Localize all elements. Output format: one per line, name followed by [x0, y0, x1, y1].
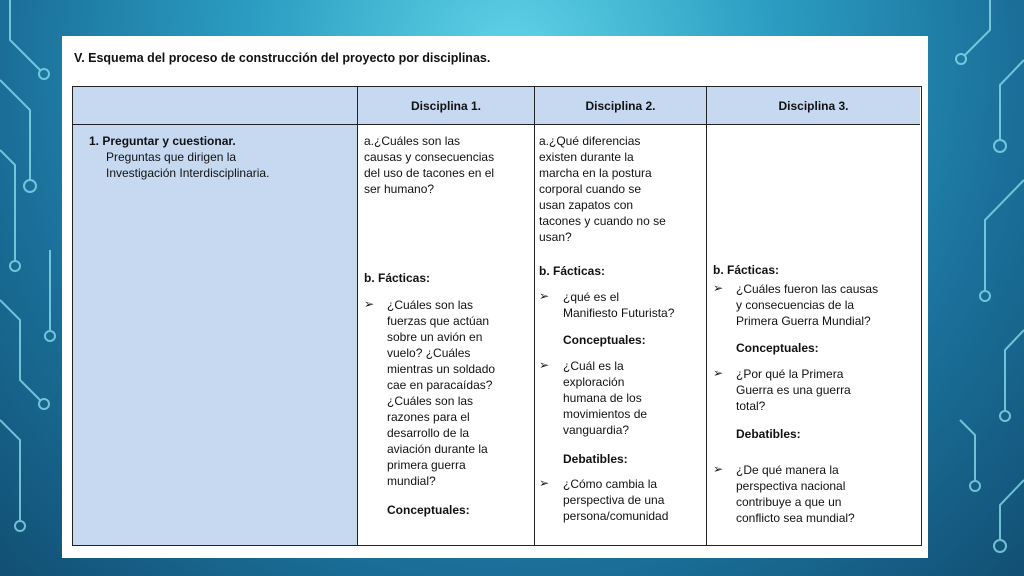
d1-a-line: del uso de tacones en el	[364, 166, 495, 180]
d3-bullet-arrow-icon: ➢	[713, 281, 724, 295]
header-disciplina-3: Disciplina 3.	[707, 87, 920, 125]
d2-a-line: existen durante la	[539, 150, 634, 164]
d2-d-line: ¿Cómo cambia la	[563, 477, 658, 491]
row-label-line2: Investigación Interdisciplinaria.	[106, 166, 270, 180]
d2-d-line: perspectiva de una	[563, 493, 665, 507]
d2-c-line: vanguardia?	[563, 423, 630, 437]
row-label-title: 1. Preguntar y cuestionar.	[89, 134, 236, 148]
d1-f-line: razones para el	[387, 410, 470, 424]
d1-f-line: fuerzas que actúan	[387, 314, 490, 328]
d1-facticas-text	[387, 297, 495, 489]
d1-a-line: causas y consecuencias	[364, 150, 495, 164]
document-page	[62, 36, 928, 558]
d3-c-line: Guerra es una guerra	[736, 383, 851, 397]
d3-f-line: Primera Guerra Mundial?	[736, 314, 871, 328]
d1-bullet-arrow-icon: ➢	[364, 297, 375, 311]
d1-a-line: ser humano?	[364, 182, 435, 196]
row-label-line1: Preguntas que dirigen la	[106, 150, 237, 164]
d3-bullet-arrow-icon: ➢	[713, 462, 724, 476]
d1-f-line: aviación durante la	[387, 442, 488, 456]
header-empty	[73, 87, 358, 125]
d2-a-line: tacones y cuando no se	[539, 214, 666, 228]
d1-f-line: vuelo? ¿Cuáles	[387, 346, 471, 360]
d3-c-line: ¿Por qué la Primera	[736, 367, 844, 381]
d1-f-line: ¿Cuáles son las	[387, 394, 474, 408]
page-heading: V. Esquema del proceso de construcción del proyecto por disciplinas.	[74, 51, 491, 65]
header-disciplina-1: Disciplina 1.	[358, 87, 535, 125]
d2-c-line: ¿Cuál es la	[563, 359, 624, 373]
d2-c-line: humana de los	[563, 391, 642, 405]
d3-conceptuales-text	[736, 366, 851, 414]
d2-bullet-arrow-icon: ➢	[539, 476, 550, 490]
d3-f-line: ¿Cuáles fueron las causas	[736, 282, 879, 296]
d2-a-line: corporal cuando se	[539, 182, 642, 196]
d1-question-a	[364, 133, 494, 197]
d1-f-line: desarrollo de la	[387, 426, 470, 440]
d3-bullet-arrow-icon: ➢	[713, 366, 724, 380]
d3-f-line: y consecuencias de la	[736, 298, 855, 312]
d3-d-line: conflicto sea mundial?	[736, 511, 855, 525]
d2-c-line: movimientos de	[563, 407, 648, 421]
d2-question-a	[539, 133, 666, 245]
d2-a-line: usan zapatos con	[539, 198, 634, 212]
d1-facticas-title: b. Fácticas:	[364, 271, 431, 285]
d2-debatibles-text	[563, 476, 668, 524]
disciplines-table	[72, 86, 922, 546]
d2-a-line: usan?	[539, 230, 572, 244]
d2-conceptuales-title: Conceptuales:	[563, 333, 646, 347]
d1-f-line: mundial?	[387, 474, 436, 488]
d3-conceptuales-title: Conceptuales:	[736, 341, 819, 355]
d2-facticas-text	[563, 289, 674, 321]
d1-f-line: primera guerra	[387, 458, 466, 472]
d2-f-line: Manifiesto Futurista?	[563, 306, 675, 320]
d3-d-line: ¿De qué manera la	[736, 463, 839, 477]
d3-c-line: total?	[736, 399, 766, 413]
d3-debatibles-title: Debatibles:	[736, 427, 801, 441]
disciplina-2-cell	[535, 125, 707, 545]
d2-a-line: marcha en la postura	[539, 166, 652, 180]
disciplina-3-cell	[707, 125, 920, 545]
d2-facticas-title: b. Fácticas:	[539, 264, 606, 278]
d2-d-line: persona/comunidad	[563, 509, 669, 523]
header-disciplina-2: Disciplina 2.	[535, 87, 707, 125]
d2-bullet-arrow-icon: ➢	[539, 358, 550, 372]
d1-f-line: sobre un avión en	[387, 330, 483, 344]
d3-d-line: perspectiva nacional	[736, 479, 846, 493]
d2-c-line: exploración	[563, 375, 625, 389]
d1-conceptuales-title: Conceptuales:	[387, 503, 470, 517]
d2-bullet-arrow-icon: ➢	[539, 289, 550, 303]
d2-f-line: ¿qué es el	[563, 290, 620, 304]
d2-conceptuales-text	[563, 358, 647, 438]
d3-debatibles-text	[736, 462, 855, 526]
d2-a-line: a.¿Qué diferencias	[539, 134, 641, 148]
d2-debatibles-title: Debatibles:	[563, 452, 628, 466]
d3-d-line: contribuye a que un	[736, 495, 842, 509]
d1-f-line: ¿Cuáles son las	[387, 298, 474, 312]
d3-facticas-text	[736, 281, 878, 329]
d3-facticas-title: b. Fácticas:	[713, 263, 780, 277]
disciplina-1-cell	[358, 125, 535, 545]
d1-f-line: cae en paracaídas?	[387, 378, 493, 392]
row-label-cell	[73, 125, 358, 545]
d1-f-line: mientras un soldado	[387, 362, 496, 376]
d1-a-line: a.¿Cuáles son las	[364, 134, 461, 148]
